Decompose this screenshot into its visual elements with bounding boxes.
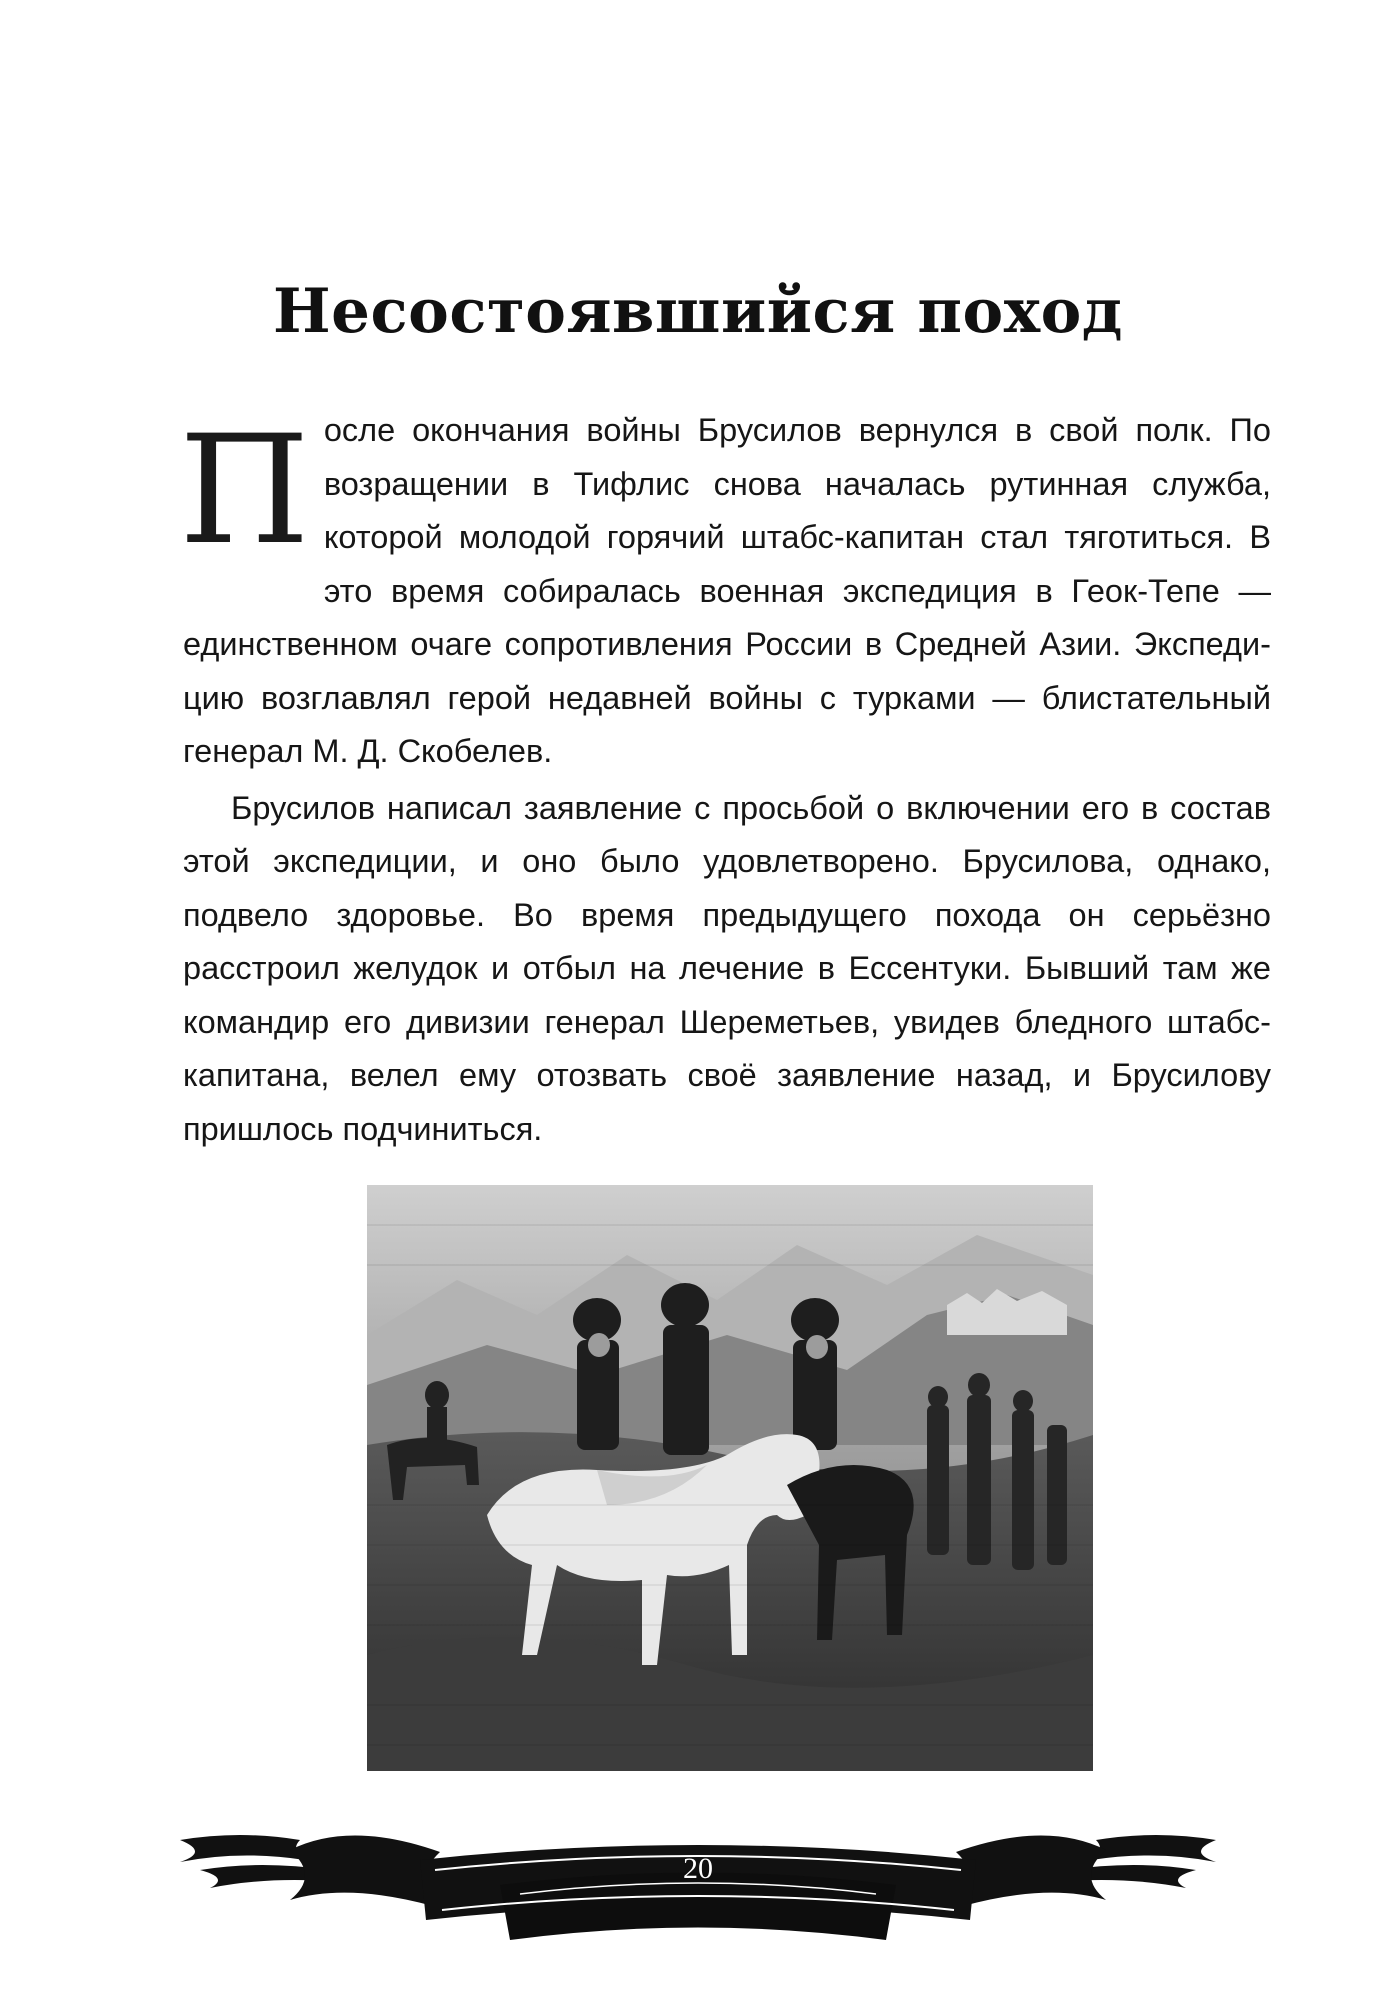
horsemen-engraving [367, 1185, 1093, 1771]
page-number: 20 [683, 1852, 713, 1885]
engraving-illustration [367, 1185, 1093, 1771]
drop-cap: П [179, 404, 310, 578]
paragraph-1 [179, 404, 1271, 779]
paragraph-2: Брусилов написал заявление с просьбой о включении его в состав этой экспедиции, и оно было удовлетворено. Брусилова, однако, подвело здоровье. Во время предыдущего похода он серьёзно расстроил желудок и отбыл на лечение в Ессентуки. Бывший там же командир его дивизии генерал Шереметьев, увидев бледного штабс-капитана, велел ему отозвать своё заявление назад, и Брусилову пришлось подчиниться. [183, 789, 1271, 1147]
article-body [179, 404, 1271, 1156]
page-title: Несостоявшийся поход [273, 276, 1123, 347]
paragraph-1-text: осле окончания войны Брусилов вернулся в свой полк. По возращении в Тифлис снова началась рутинная служба, которой молодой горячий штабс-капитан стал тяготиться. В это время собиралась военная экспедиция в Геок-Тепе — единственном очаге сопротивления России в Средней Азии. Экспедицию возглавлял герой недавней войны с турками — блистательный генерал М. Д. Скобелев. [183, 412, 1271, 769]
